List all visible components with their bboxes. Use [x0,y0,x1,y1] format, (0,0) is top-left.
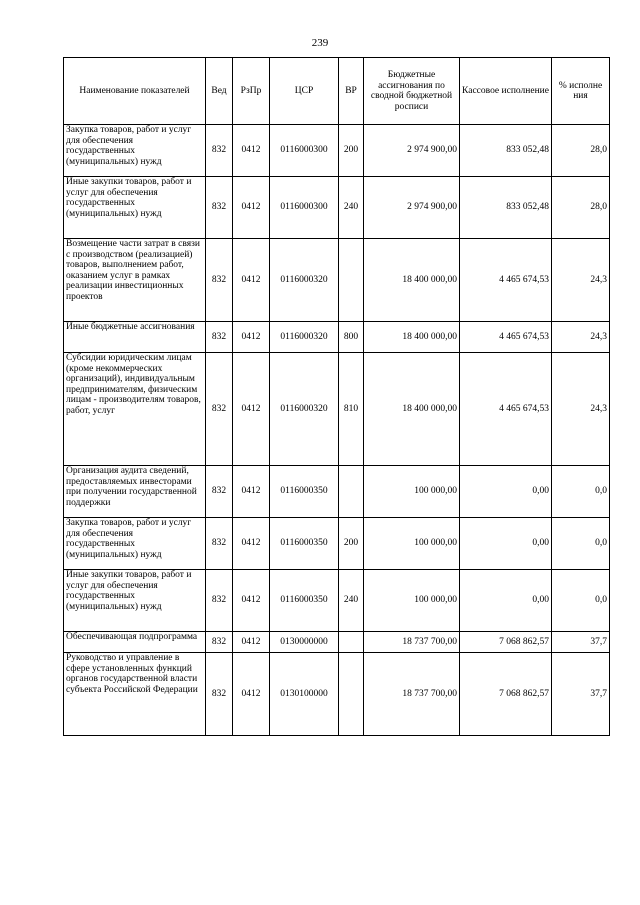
row-csr-cell: 0116000350 [270,466,339,518]
row-percent-cell: 0,0 [552,518,610,570]
row-percent-cell: 28,0 [552,177,610,239]
row-ved-cell: 832 [206,653,233,736]
header-ved: Вед [206,58,233,125]
row-rzpr-cell: 0412 [233,570,270,632]
table-body [64,125,610,736]
row-ved-cell: 832 [206,239,233,322]
row-csr-cell: 0130000000 [270,632,339,653]
row-vr-cell [339,466,364,518]
row-percent-cell: 24,3 [552,239,610,322]
row-vr-cell: 200 [339,125,364,177]
header-vr: ВР [339,58,364,125]
row-ved-cell: 832 [206,125,233,177]
header-cash-execution: Кассовое исполнение [460,58,552,125]
header-rzpr: РзПр [233,58,270,125]
row-vr-cell: 240 [339,570,364,632]
table-row [64,653,610,736]
row-cash-cell: 0,00 [460,570,552,632]
header-name: Наименование показателей [64,58,206,125]
row-rzpr-cell: 0412 [233,518,270,570]
row-vr-cell [339,239,364,322]
row-percent-cell: 28,0 [552,125,610,177]
row-percent-cell: 37,7 [552,632,610,653]
row-cash-cell: 833 052,48 [460,177,552,239]
row-vr-cell: 200 [339,518,364,570]
row-budget-cell: 18 737 700,00 [364,632,460,653]
row-budget-cell: 2 974 900,00 [364,177,460,239]
row-percent-cell: 24,3 [552,322,610,353]
table-row [64,632,610,653]
row-rzpr-cell: 0412 [233,177,270,239]
row-cash-cell: 0,00 [460,518,552,570]
row-rzpr-cell: 0412 [233,653,270,736]
row-name-cell: Обеспечивающая подпрограмма [64,632,206,653]
row-csr-cell: 0116000320 [270,239,339,322]
row-vr-cell: 800 [339,322,364,353]
table-row [64,570,610,632]
row-budget-cell: 18 400 000,00 [364,239,460,322]
row-csr-cell: 0116000350 [270,518,339,570]
row-csr-cell: 0116000350 [270,570,339,632]
row-cash-cell: 4 465 674,53 [460,239,552,322]
row-ved-cell: 832 [206,518,233,570]
row-csr-cell: 0116000300 [270,125,339,177]
row-csr-cell: 0116000320 [270,353,339,466]
row-vr-cell [339,632,364,653]
row-vr-cell [339,653,364,736]
row-percent-cell: 0,0 [552,570,610,632]
row-csr-cell: 0116000320 [270,322,339,353]
row-csr-cell: 0130100000 [270,653,339,736]
row-budget-cell: 100 000,00 [364,518,460,570]
row-percent-cell: 24,3 [552,353,610,466]
row-cash-cell: 4 465 674,53 [460,322,552,353]
row-ved-cell: 832 [206,322,233,353]
table-header-row [64,58,610,125]
budget-execution-table [63,57,610,736]
row-ved-cell: 832 [206,177,233,239]
row-cash-cell: 4 465 674,53 [460,353,552,466]
row-budget-cell: 18 400 000,00 [364,353,460,466]
row-csr-cell: 0116000300 [270,177,339,239]
row-budget-cell: 2 974 900,00 [364,125,460,177]
row-name-cell: Руководство и управление в сфере установленных функций органов государственной власти субъекта Российской Федерации [64,653,206,736]
table-row [64,125,610,177]
row-percent-cell: 0,0 [552,466,610,518]
row-rzpr-cell: 0412 [233,239,270,322]
row-budget-cell: 100 000,00 [364,466,460,518]
table-row [64,322,610,353]
row-name-cell: Субсидии юридическим лицам (кроме некоммерческих организаций), индивидуальным предпринимателям, физическим лицам - производителям товаров, работ, услуг [64,353,206,466]
row-cash-cell: 7 068 862,57 [460,632,552,653]
row-rzpr-cell: 0412 [233,125,270,177]
row-rzpr-cell: 0412 [233,632,270,653]
row-rzpr-cell: 0412 [233,353,270,466]
table-row [64,177,610,239]
row-cash-cell: 0,00 [460,466,552,518]
row-rzpr-cell: 0412 [233,322,270,353]
page-number: 239 [311,37,329,49]
row-name-cell: Закупка товаров, работ и услуг для обеспечения государственных (муниципальных) нужд [64,125,206,177]
row-name-cell: Иные закупки товаров, работ и услуг для обеспечения государственных (муниципальных) нужд [64,570,206,632]
row-budget-cell: 18 400 000,00 [364,322,460,353]
row-cash-cell: 7 068 862,57 [460,653,552,736]
row-ved-cell: 832 [206,353,233,466]
table-row [64,466,610,518]
table-row [64,353,610,466]
row-name-cell: Возмещение части затрат в связи с производством (реализацией) товаров, выполнением работ, оказанием услуг в рамках реализации инвестиционных проектов [64,239,206,322]
table-row [64,518,610,570]
row-ved-cell: 832 [206,570,233,632]
row-cash-cell: 833 052,48 [460,125,552,177]
row-vr-cell: 810 [339,353,364,466]
table-row [64,239,610,322]
row-budget-cell: 100 000,00 [364,570,460,632]
row-name-cell: Организация аудита сведений, предоставляемых инвесторами при получении государственной поддержки [64,466,206,518]
row-ved-cell: 832 [206,632,233,653]
header-budget-allocations: Бюджетные ассигнования по сводной бюджетной росписи [364,58,460,125]
row-vr-cell: 240 [339,177,364,239]
row-ved-cell: 832 [206,466,233,518]
row-rzpr-cell: 0412 [233,466,270,518]
row-name-cell: Закупка товаров, работ и услуг для обеспечения государственных (муниципальных) нужд [64,518,206,570]
header-csr: ЦСР [270,58,339,125]
header-percent-execution: % исполне ния [552,58,610,125]
row-name-cell: Иные закупки товаров, работ и услуг для обеспечения государственных (муниципальных) нужд [64,177,206,239]
row-budget-cell: 18 737 700,00 [364,653,460,736]
row-percent-cell: 37,7 [552,653,610,736]
row-name-cell: Иные бюджетные ассигнования [64,322,206,353]
